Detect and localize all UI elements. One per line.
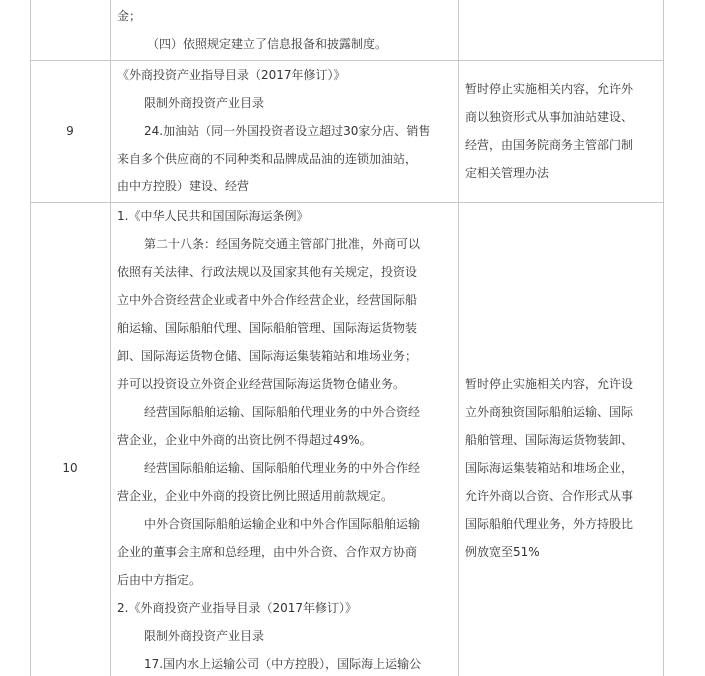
row10-content-line: 17.国内水上运输公司（中方控股），国际海上运输公 <box>144 657 422 671</box>
row10-content-line: 第二十八条：经国务院交通主管部门批准，外商可以 <box>144 237 421 251</box>
row10-content-line: 中外合资国际船舶运输企业和中外合作国际船舶运输 <box>144 517 421 531</box>
row10-content-line: 并可以投资设立外资企业经营国际海运货物仓储业务。 <box>117 377 406 391</box>
row10-content-line: 舶运输、国际船舶代理、国际船舶管理、国际海运货物装 <box>117 321 418 335</box>
row9-content-line: 来自多个供应商的不同种类和品牌成品油的连锁加油站， <box>117 152 418 166</box>
row9-content-line: 限制外商投资产业目录 <box>144 96 265 110</box>
row9-measure-line: 经营，由国务院商务主管部门制 <box>465 138 634 152</box>
row10-measure-line: 例放宽至51% <box>465 545 540 559</box>
row10-content-line: 经营国际船舶运输、国际船舶代理业务的中外合资经 <box>144 405 421 419</box>
row10-measure-line: 船舶管理、国际海运货物装卸、 <box>465 433 634 447</box>
row10-measure-line: 允许外商以合资、合作形式从事 <box>465 489 634 503</box>
row0-content-line: （四）依照规定建立了信息报备和披露制度。 <box>147 37 388 51</box>
row-number: 9 <box>66 124 74 138</box>
table-right-border <box>663 0 664 676</box>
row-number: 10 <box>62 461 78 475</box>
row10-measure-line: 国际船舶代理业务，外方持股比 <box>465 517 634 531</box>
table-left-border <box>30 0 31 676</box>
row10-content-line: 2.《外商投资产业指导目录（2017年修订）》 <box>117 601 357 615</box>
row10-content-line: 后由中方指定。 <box>117 573 202 587</box>
row9-content-line: 24.加油站（同一外国投资者设立超过30家分店、销售 <box>144 124 431 138</box>
row10-content-line: 卸、国际海运货物仓储、国际海运集装箱站和堆场业务； <box>117 349 418 363</box>
row10-content-line: 1.《中华人民共和国国际海运条例》 <box>117 209 309 223</box>
row10-content-line: 营企业，企业中外商的出资比例不得超过49%。 <box>117 433 372 447</box>
row10-content-line: 依照有关法律、行政法规以及国家其他有关规定，投资设 <box>117 265 418 279</box>
row9-measure-line: 商以独资形式从事加油站建设、 <box>465 110 634 124</box>
row10-measure-line: 国际海运集装箱站和堆场企业， <box>465 461 634 475</box>
row10-content-line: 限制外商投资产业目录 <box>144 629 265 643</box>
row10-content-line: 立中外合资经营企业或者中外合作经营企业，经营国际船 <box>117 293 418 307</box>
row10-measure-line: 暂时停止实施相关内容，允许设 <box>465 377 634 391</box>
table-col-divider-2 <box>458 0 459 676</box>
row9-measure-line: 定相关管理办法 <box>465 166 550 180</box>
row0-content-line: 金； <box>117 9 142 23</box>
row-divider-2 <box>30 202 664 203</box>
row10-content-line: 营企业，企业中外商的投资比例比照适用前款规定。 <box>117 489 394 503</box>
row9-measure-line: 暂时停止实施相关内容，允许外 <box>465 82 634 96</box>
row10-measure-line: 立外商独资国际船舶运输、国际 <box>465 405 634 419</box>
table-col-divider-1 <box>110 0 111 676</box>
row10-content-line: 经营国际船舶运输、国际船舶代理业务的中外合作经 <box>144 461 421 475</box>
row9-content-line: 《外商投资产业指导目录（2017年修订）》 <box>117 68 346 82</box>
row9-content-line: 由中方控股）建设、经营 <box>117 179 250 193</box>
row-divider-1 <box>30 60 664 61</box>
row10-content-line: 企业的董事会主席和总经理，由中外合资、合作双方协商 <box>117 545 418 559</box>
